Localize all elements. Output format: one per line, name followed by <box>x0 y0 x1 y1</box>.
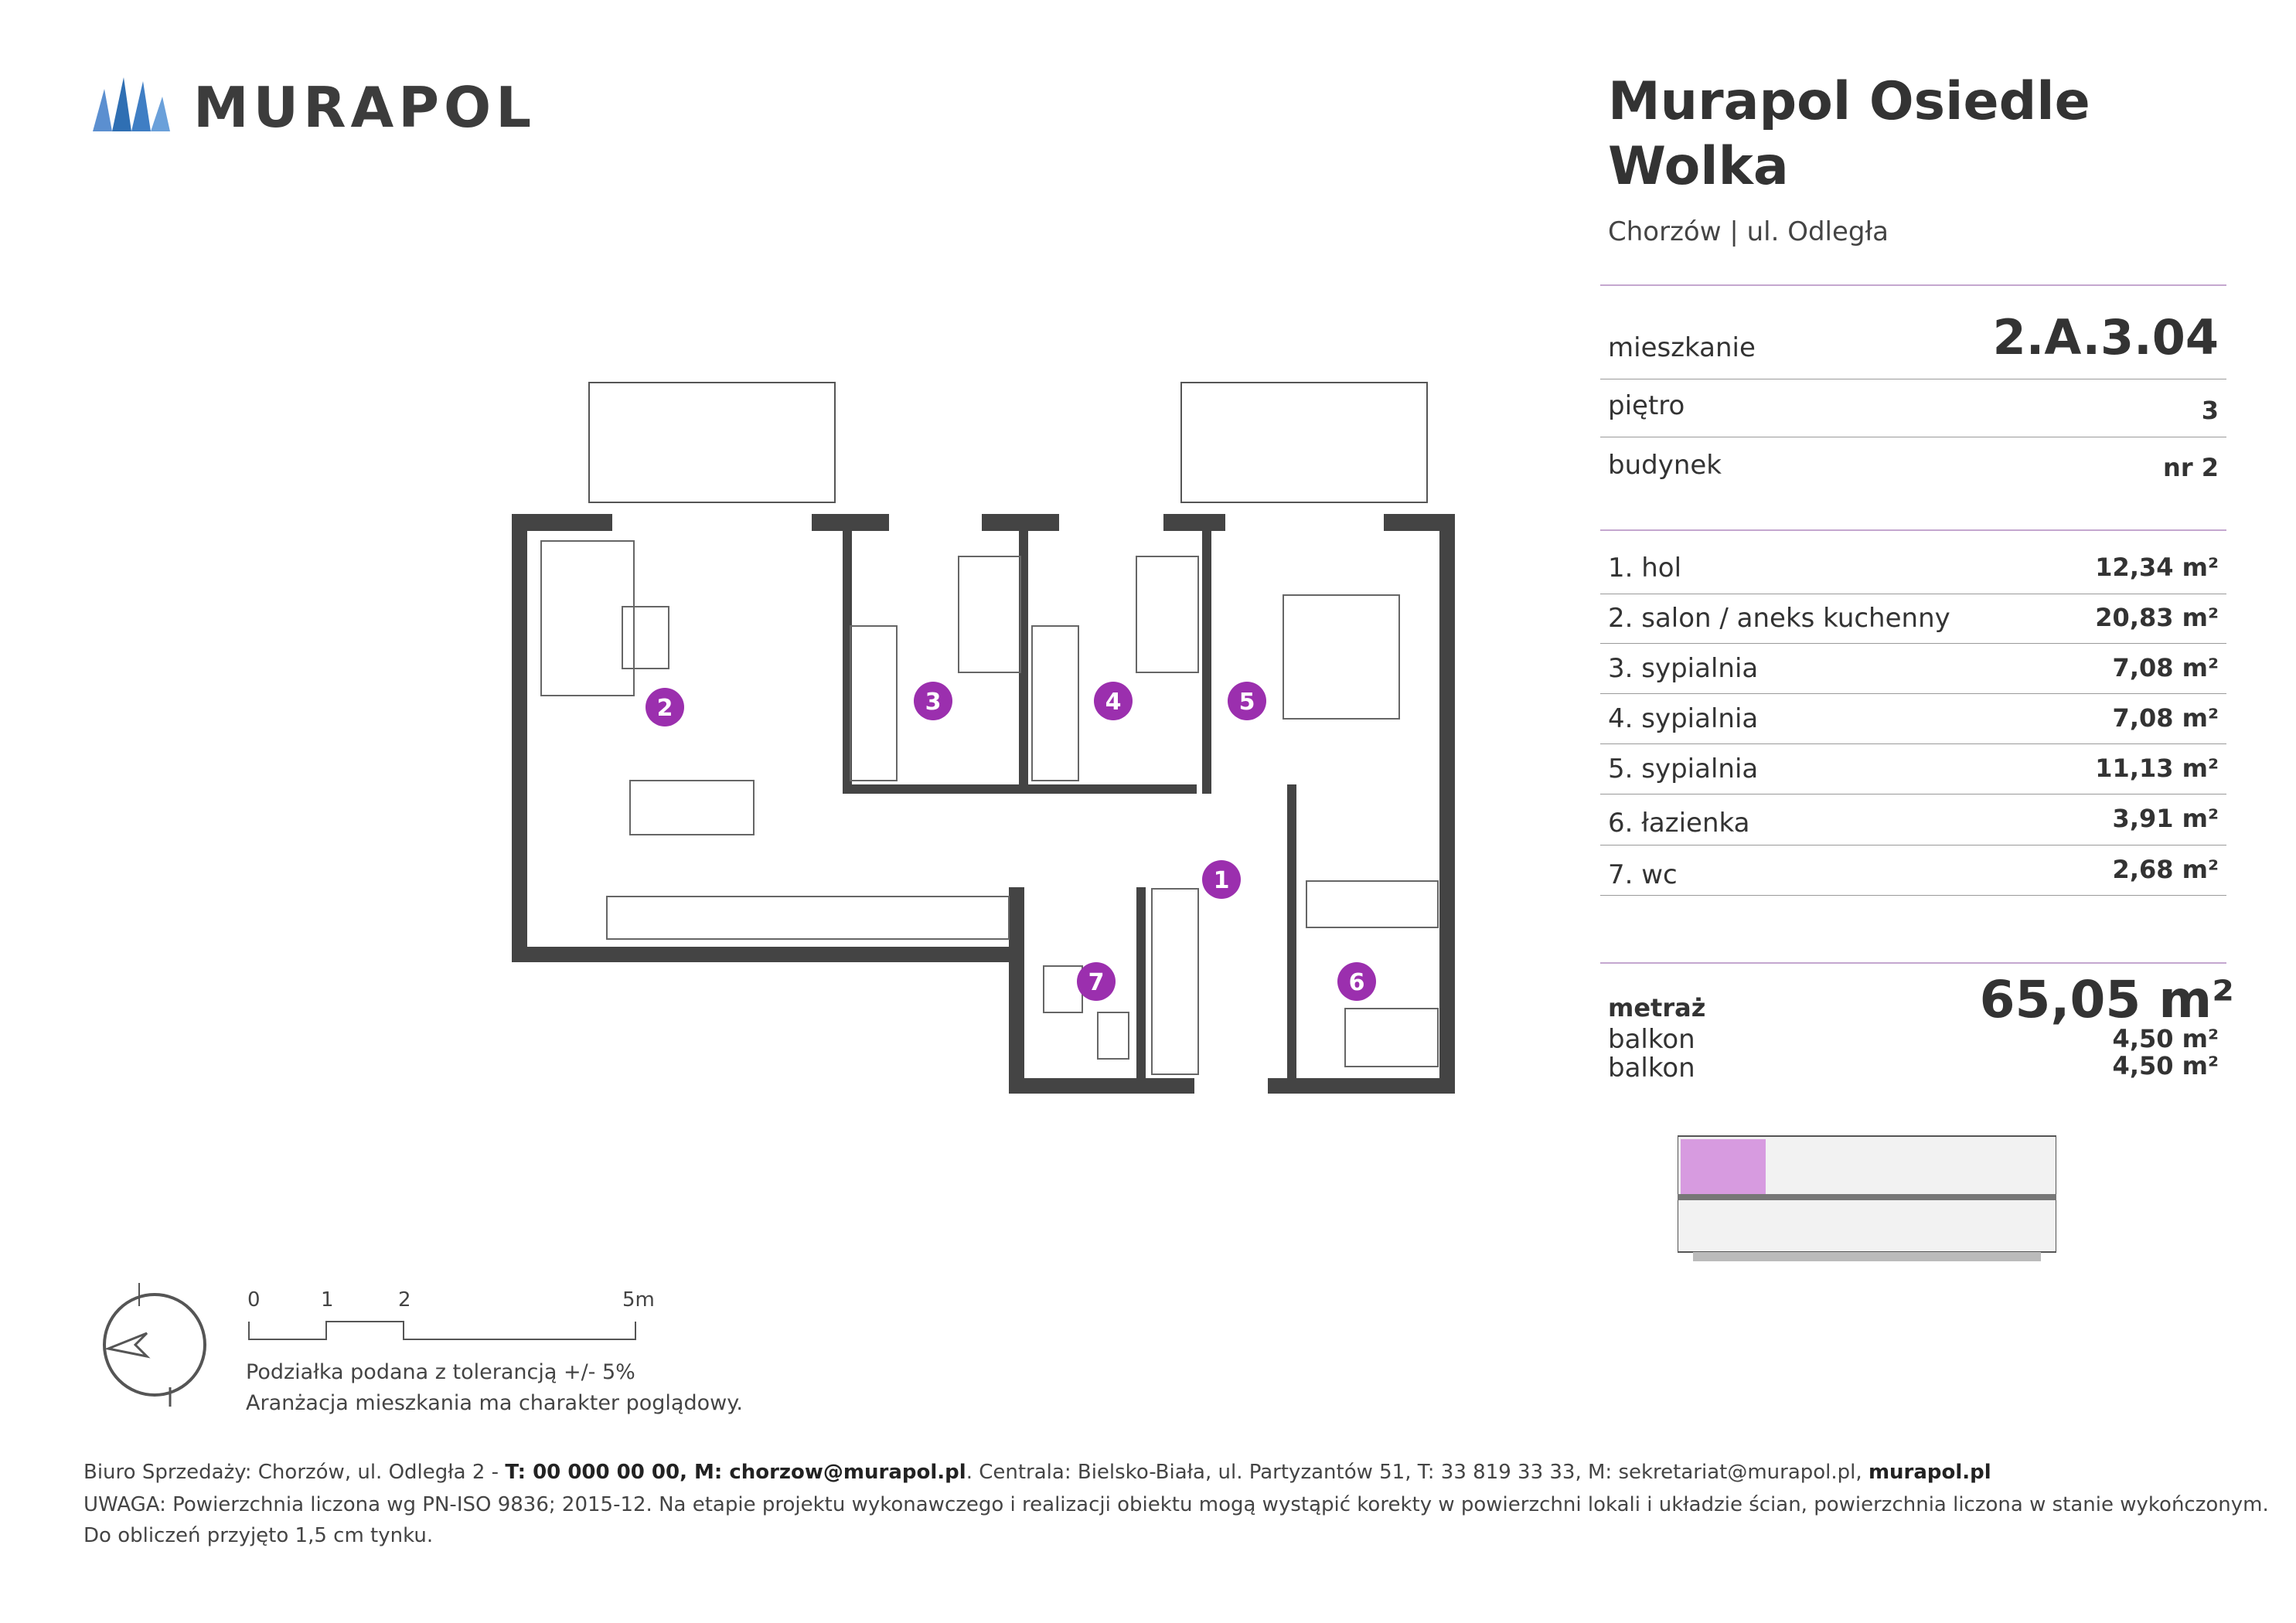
apartment-highlight <box>1681 1139 1766 1197</box>
building-label: budynek <box>1608 450 1722 481</box>
project-title <box>1608 70 2226 199</box>
balcony-area: 4,50 m² <box>2112 1024 2219 1053</box>
footer-plaster-note: Do obliczeń przyjęto 1,5 cm tynku. <box>83 1524 434 1547</box>
north-arrow-icon <box>93 1283 232 1407</box>
total-area-label: metraż <box>1608 993 1706 1022</box>
headquarters: . Centrala: Bielsko-Biała, ul. Partyzantów 51, T: 33 819 33 33, M: sekretariat@murapol.pl, <box>966 1461 1868 1484</box>
scale-label: 2 <box>398 1288 411 1312</box>
floor-label: piętro <box>1608 390 1685 421</box>
walls <box>512 514 1455 1094</box>
room-number: 5 <box>1238 689 1255 716</box>
building-key-plan <box>1678 1128 2056 1283</box>
sales-phone[interactable]: T: 00 000 00 00, M: chorzow@murapol.pl <box>505 1461 966 1484</box>
scale-label: 5m <box>622 1288 655 1312</box>
furniture <box>541 541 1438 1074</box>
room-label: 5. sypialnia <box>1608 754 1759 784</box>
room-area: 20,83 m² <box>2095 603 2219 632</box>
balcony-label: balkon <box>1608 1024 1695 1055</box>
room-label: 3. sypialnia <box>1608 653 1759 684</box>
divider <box>1600 962 2226 964</box>
balcony-area: 4,50 m² <box>2112 1051 2219 1080</box>
room-number: 6 <box>1348 969 1365 996</box>
divider <box>1600 529 2226 531</box>
scale-label: 0 <box>247 1288 261 1312</box>
balconies <box>589 383 1427 502</box>
room-number: 4 <box>1105 689 1122 716</box>
room-label: 7. wc <box>1608 859 1678 890</box>
divider <box>1600 895 2226 896</box>
room-number: 7 <box>1088 969 1105 996</box>
room-label: 2. salon / aneks kuchenny <box>1608 603 1950 634</box>
room-number: 1 <box>1213 867 1230 894</box>
scale-label: 1 <box>321 1288 334 1312</box>
divider <box>1600 743 2226 744</box>
divider <box>1600 643 2226 644</box>
project-title-line2: Wolka <box>1608 136 1789 197</box>
balcony-label: balkon <box>1608 1053 1695 1084</box>
scale-bar <box>232 1287 665 1349</box>
divider <box>1600 284 2226 286</box>
floor-plan <box>495 371 1484 1105</box>
room-number: 2 <box>656 695 673 722</box>
room-area: 11,13 m² <box>2095 754 2219 783</box>
tolerance-note: Podziałka podana z tolerancją +/- 5% <box>246 1360 635 1384</box>
room-label: 6. łazienka <box>1608 808 1750 839</box>
divider <box>1600 693 2226 694</box>
footer-contact <box>83 1461 1991 1484</box>
apartment-number: 2.A.3.04 <box>1992 309 2219 366</box>
room-label: 1. hol <box>1608 553 1682 584</box>
brand-logo <box>89 73 537 140</box>
project-address: Chorzów | ul. Odległa <box>1608 216 1889 247</box>
balcony-right <box>1181 383 1427 502</box>
room-label: 4. sypialnia <box>1608 703 1759 734</box>
sales-office: Biuro Sprzedaży: Chorzów, ul. Odległa 2 - <box>83 1461 506 1484</box>
divider <box>1600 845 2226 846</box>
balcony-left <box>589 383 835 502</box>
room-area: 12,34 m² <box>2095 553 2219 582</box>
room-area: 7,08 m² <box>2112 653 2219 682</box>
brand-name: MURAPOL <box>193 75 537 140</box>
murapol-logo-icon <box>89 73 174 135</box>
project-title-line1: Murapol Osiedle <box>1608 71 2090 132</box>
website-link[interactable]: murapol.pl <box>1868 1461 1991 1484</box>
room-area: 7,08 m² <box>2112 703 2219 733</box>
room-area: 2,68 m² <box>2112 855 2219 884</box>
footer-warning: UWAGA: Powierzchnia liczona wg PN-ISO 9836; 2015-12. Na etapie projektu wykonawczego i realizacji obiektu mogą wystąpić korekty w powierzchni lokali i układzie ścian, powierzchnia liczona w stanie wykończonym. <box>83 1493 2269 1516</box>
apartment-label: mieszkanie <box>1608 332 1756 363</box>
room-number: 3 <box>925 689 942 716</box>
floor-value: 3 <box>2201 396 2219 425</box>
total-area-value: 65,05 m² <box>1979 970 2234 1029</box>
room-area: 3,91 m² <box>2112 804 2219 833</box>
building-value: nr 2 <box>2163 453 2219 482</box>
arrangement-note: Aranżacja mieszkania ma charakter poglądowy. <box>246 1391 743 1415</box>
